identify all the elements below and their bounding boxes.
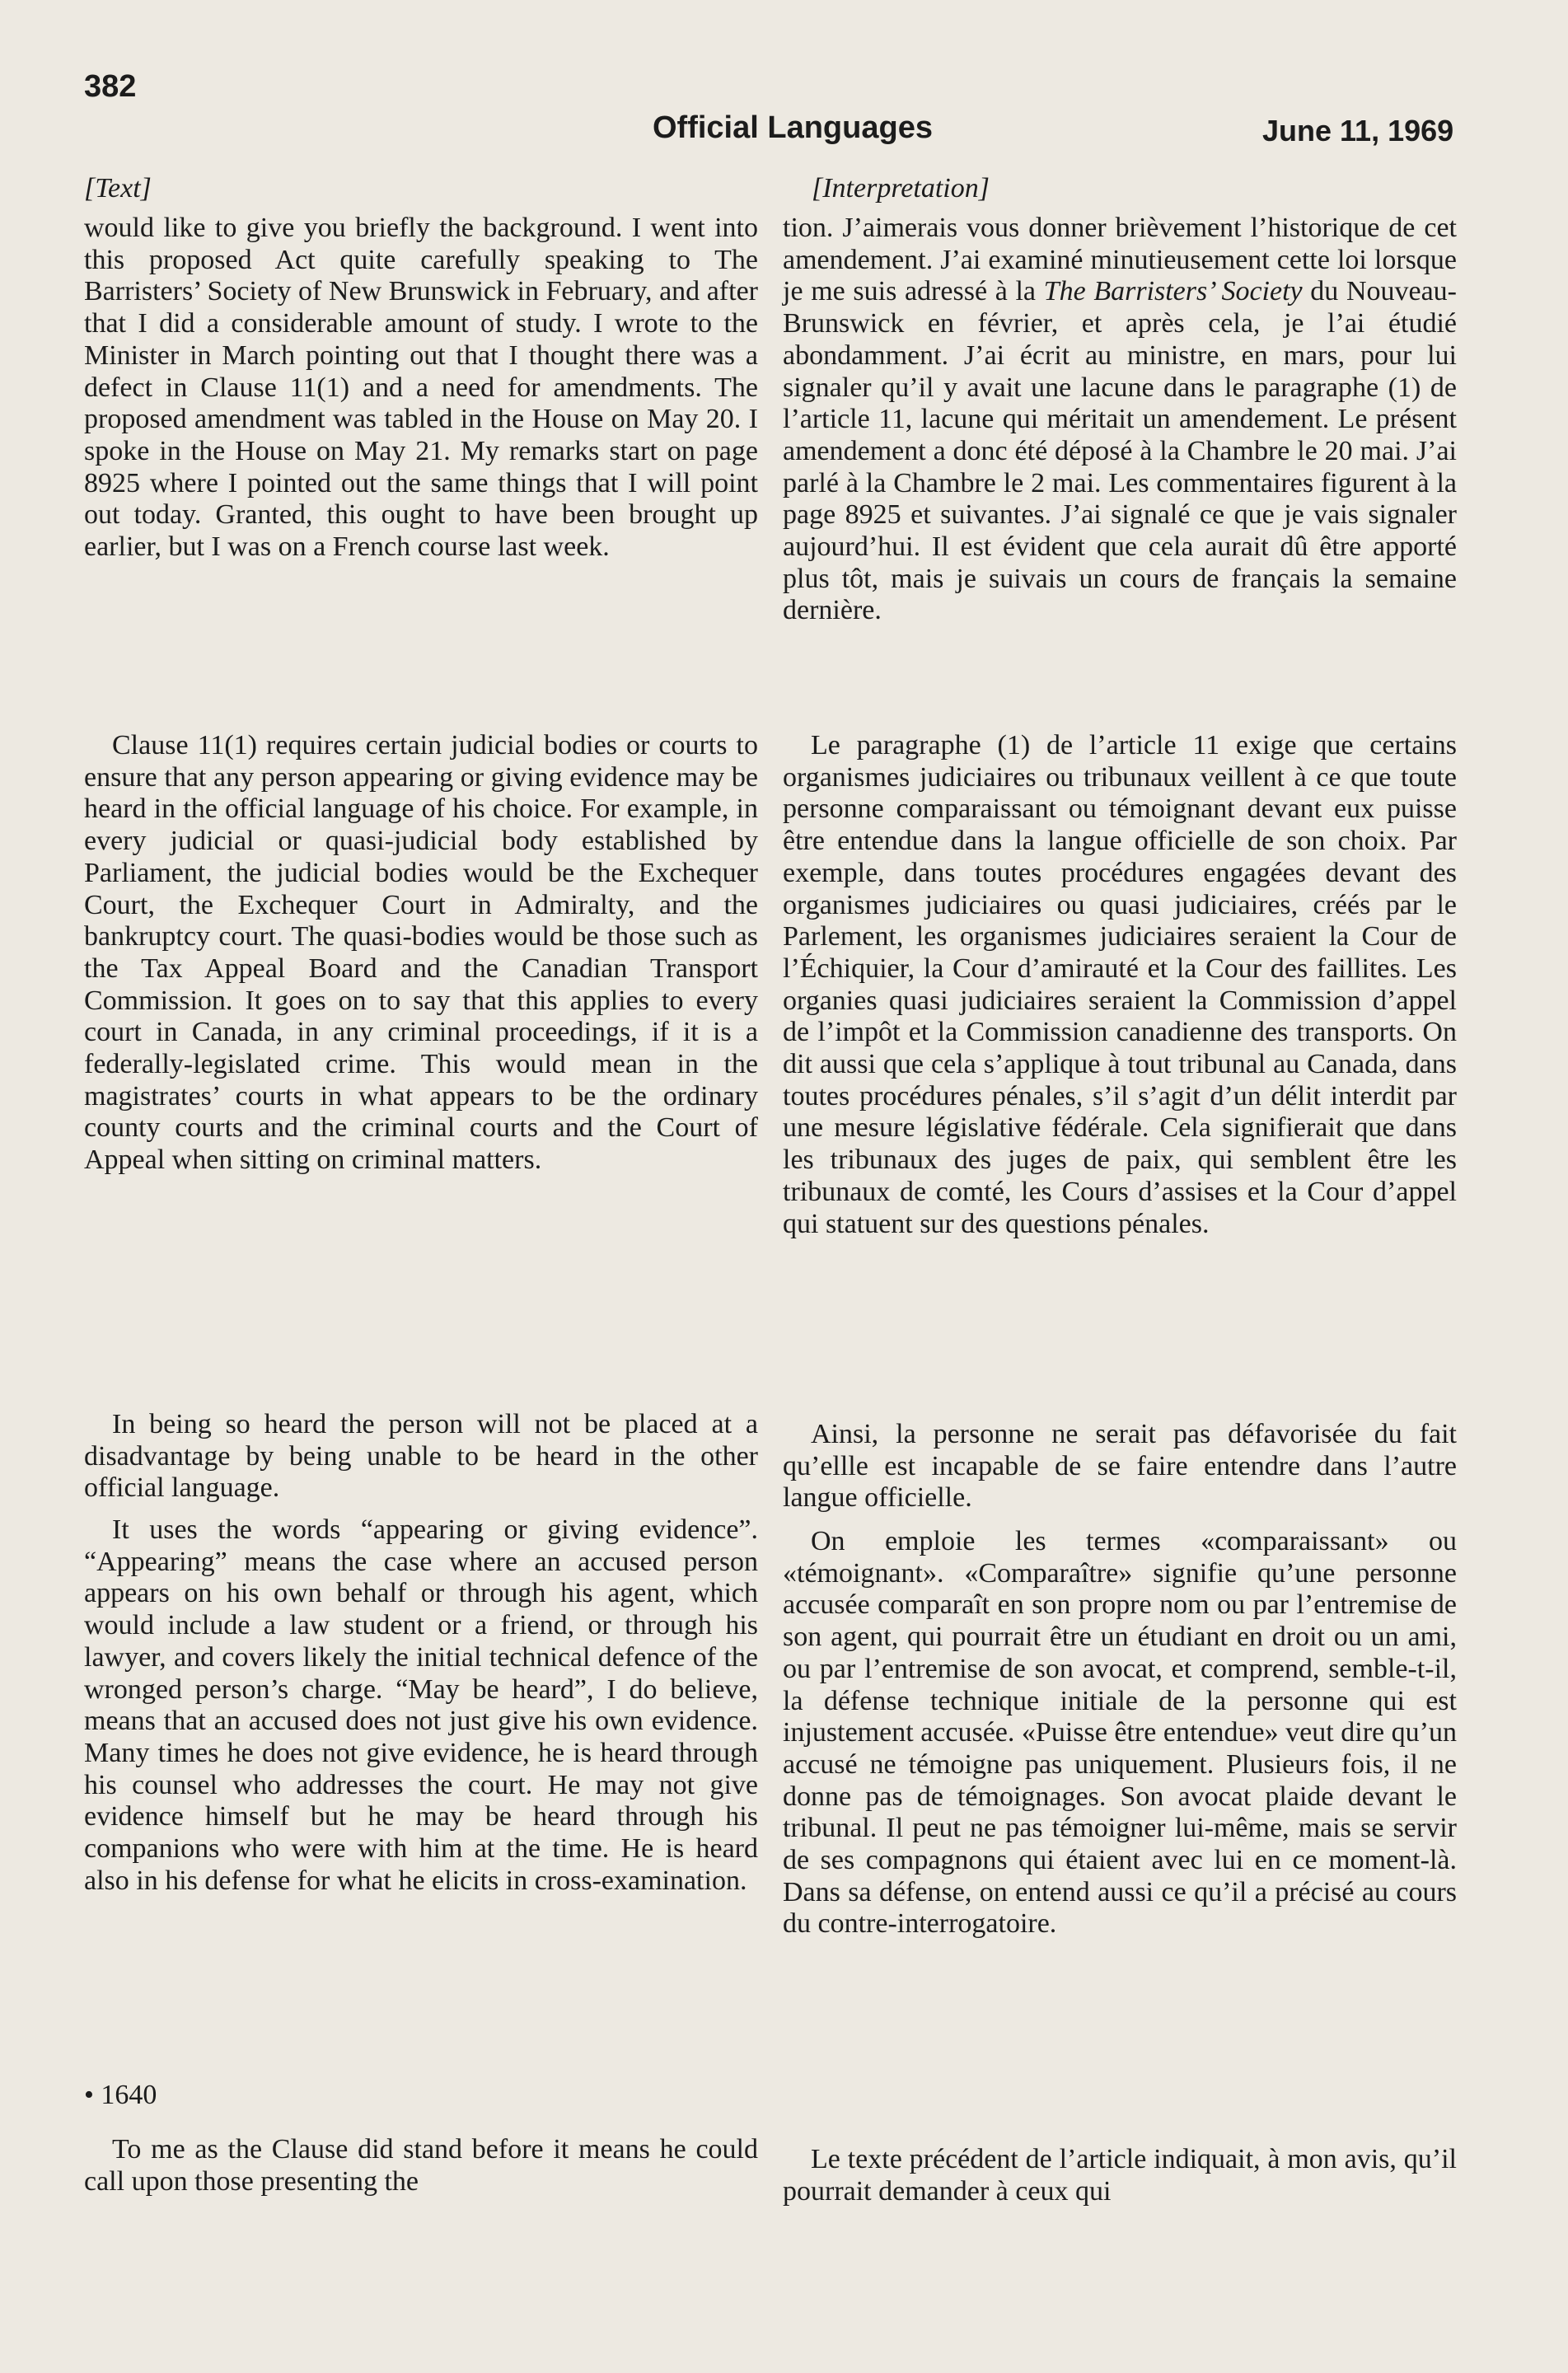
- right-paragraph-4-text: On emploie les termes «comparaissant» ou «témoignant». «Comparaître» signifie qu’une personne accusée comparaît en son propre nom ou par l’entremise de son agent, qui pourrait être un étudiant en droit ou un ami, ou par l’entremise de son avocat, et comprend, semble-t-il, la défense technique initiale de la personne qui est injustement accusée. «Puisse être entendue» veut dire qu’un accusé ne témoigne pas uniquement. Plusieurs fois, il ne donne pas de témoignages. Son avocat plaide devant le tribunal. Il peut ne pas témoigner lui-même, mais se servir de ses compagnons qui étaient avec lui en ce moment-là. Dans sa défense, on entend aussi ce qu’il a précisé au cours du contre-interrogatoire.: [783, 1526, 1457, 1940]
- right-paragraph-1-text: [783, 213, 1457, 627]
- left-paragraph-5-text: To me as the Clause did stand before it means he could call upon those presenting the: [84, 2134, 758, 2197]
- left-paragraph-3: [84, 1409, 758, 1505]
- right-paragraph-5: [783, 2144, 1457, 2207]
- right-paragraph-5-text: Le texte précédent de l’article indiquait, à mon avis, qu’il pourrait demander à ceux qui: [783, 2144, 1457, 2207]
- right-paragraph-1-start: tion. J’aimerais vous donner brièvement l’historique de cet amendement. J’ai examiné minutieusement cette loi lorsque je me suis adressé à la: [783, 213, 1457, 307]
- time-marker: • 1640: [84, 2080, 157, 2110]
- right-paragraph-1-rest: du Nouveau-Brunswick en février, et après cela, je l’ai étudié abondamment. J’ai écrit au ministre, en mars, pour lui signaler qu’il y avait une lacune dans le paragraphe (1) de l’article 11, lacune qui méritait un amendement. Le présent amendement a donc été déposé à la Chambre le 20 mai. J’ai parlé à la Chambre le 2 mai. Les commentaires figurent à la page 8925 et suivantes. J’ai signalé ce que je vais signaler aujourd’hui. Il est évident que cela aurait dû être apporté plus tôt, mais je suivais un cours de français la semaine dernière.: [783, 276, 1458, 626]
- left-paragraph-2-text: Clause 11(1) requires certain judicial bodies or courts to ensure that any person appearing or giving evidence may be heard in the official language of his choice. For example, in every judicial or quasi-judicial body established by Parliament, the judicial bodies would be the Exchequer Court, the Exchequer Court in Admiralty, and the bankruptcy court. The quasi-bodies would be those such as the Tax Appeal Board and the Canadian Transport Commission. It goes on to say that this applies to every court in Canada, in any criminal proceedings, if it is a federally-legislated crime. This would mean in the magistrates’ courts in what appears to be the ordinary county courts and the criminal courts and the Court of Appeal when sitting on criminal matters.: [84, 730, 758, 1176]
- left-paragraph-4: [84, 1514, 758, 1897]
- left-paragraph-2: [84, 730, 758, 1177]
- right-column-label: [Interpretation]: [812, 173, 990, 204]
- left-paragraph-5: [84, 2134, 758, 2197]
- running-date: June 11, 1969: [1262, 114, 1454, 147]
- right-paragraph-3: [783, 1419, 1457, 1514]
- right-paragraph-4: [783, 1526, 1457, 1940]
- left-paragraph-1: [84, 213, 758, 564]
- left-column-label: [Text]: [84, 173, 152, 204]
- barristers-society-italic: The Barristers’ Society: [1043, 276, 1303, 307]
- left-paragraph-1-text: would like to give you briefly the background. I went into this proposed Act quite carefully speaking to The Barristers’ Society of New Brunswick in February, and after that I did a considerable amount of study. I wrote to the Minister in March pointing out that I thought there was a defect in Clause 11(1) and a need for amendments. The proposed amendment was tabled in the House on May 20. I spoke in the House on May 21. My remarks start on page 8925 where I pointed out the same things that I will point out today. Granted, this ought to have been brought up earlier, but I was on a French course last week.: [84, 213, 758, 563]
- right-paragraph-2: [783, 730, 1457, 1240]
- right-paragraph-1: [783, 213, 1457, 627]
- left-paragraph-3-text: In being so heard the person will not be placed at a disadvantage by being unable to be heard in the other official language.: [84, 1409, 758, 1504]
- running-title: Official Languages: [653, 110, 933, 145]
- page-number: 382: [84, 69, 137, 104]
- right-paragraph-2-text: Le paragraphe (1) de l’article 11 exige que certains organismes judiciaires ou tribunaux veillent à ce que toute personne comparaissant ou témoignant devant eux puisse être entendue dans la langue officielle de son choix. Par exemple, dans toutes procédures engagées devant des organismes judiciaires ou quasi judiciaires, créés par le Parlement, les organismes judiciaires seraient la Cour de l’Échiquier, la Cour d’amirauté et la Cour des faillites. Les organies quasi judiciaires seraient la Commission d’appel de l’impôt et la Commission canadienne des transports. On dit aussi que cela s’applique à tout tribunal au Canada, dans toutes procédures pénales, s’il s’agit d’un délit interdit par une mesure législative fédérale. Cela signifierait que dans les tribunaux des juges de paix, qui semblent être les tribunaux de comté, les Cours d’assises et la Cour d’appel qui statuent sur des questions pénales.: [783, 730, 1457, 1239]
- left-paragraph-4-text: It uses the words “appearing or giving evidence”. “Appearing” means the case where an accused person appears on his own behalf or through his agent, which would include a law student or a friend, or through his lawyer, and covers likely the initial technical defence of the wronged person’s charge. “May be heard”, I do believe, means that an accused does not just give his own evidence. Many times he does not give evidence, he is heard through his counsel who addresses the court. He may not give evidence himself but he may be heard through his companions who were with him at the time. He is heard also in his defense for what he elicits in cross-examination.: [84, 1514, 758, 1896]
- right-paragraph-3-text: Ainsi, la personne ne serait pas défavorisée du fait qu’ellle est incapable de se faire entendre dans l’autre langue officielle.: [783, 1419, 1457, 1514]
